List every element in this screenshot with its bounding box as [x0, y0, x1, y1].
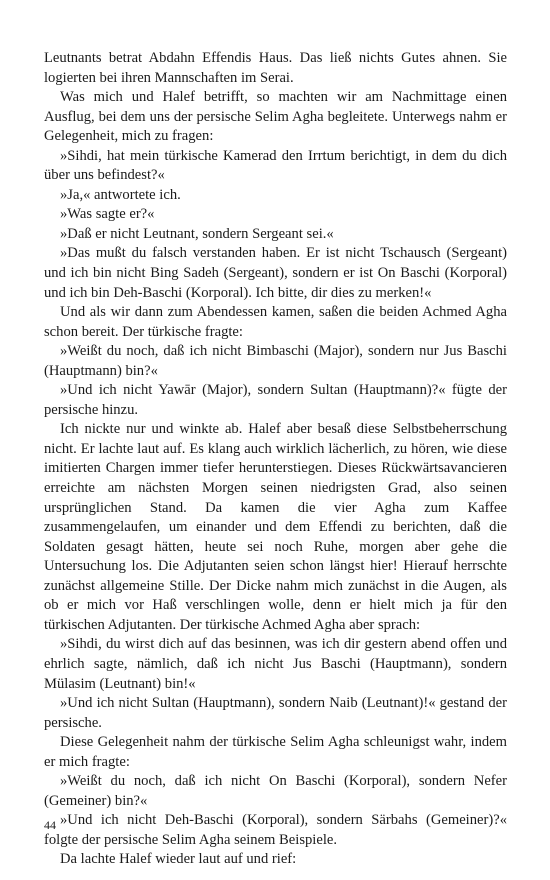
paragraph: Und als wir dann zum Abendessen kamen, saßen die beiden Achmed Agha schon bereit. Der türkische fragte: — [44, 304, 507, 340]
paragraph: »Sihdi, hat mein türkische Kamerad den Irrtum berichtigt, in dem du dich über uns befindest?« — [44, 147, 507, 184]
paragraph: Diese Gelegenheit nahm der türkische Selim Agha schleunigst wahr, indem er mich fragte: — [44, 734, 507, 770]
paragraph: »Weißt du noch, daß ich nicht On Baschi (Korporal), sondern Nefer (Gemeiner) bin?« — [44, 773, 507, 809]
paragraph: Leutnants betrat Abdahn Effendis Haus. Das ließ nichts Gutes ahnen. Sie logierten bei ihren Mannschaften im Serai. — [44, 50, 507, 86]
paragraph: »Ja,« antwortete ich. — [60, 186, 181, 203]
paragraph: Ich nickte nur und winkte ab. Halef aber besaß diese Selbstbeherrschung nicht. Er lachte laut auf. Es klang auch wirklich lächerlich, zu hören, wie diese imitierten Chargen immer tiefer herunterstiegen. Dieses Rückwärtsavancieren erreichte am nächsten Morgen seinen niedrigsten Grad, also seinen ursprünglichen Stand. Da kamen die vier Agha zum Kaffee zusammengelaufen, um einander und dem Effendi zu berichten, daß die Soldaten gesagt hätten, heute sei noch Ruhe, morgen aber gehe die Untersuchung los. Die Adjutanten seien schon längst hier! Hierauf herrschte zunächst allgemeine Stille. Der Dicke nahm mich zunächst in die Augen, als ob er mich vor Haß verschlingen wolle, denn er hielt mich ja für den türkischen Adjutanten. Der türkische Achmed Agha aber sprach: — [44, 421, 507, 633]
paragraph: »Weißt du noch, daß ich nicht Bimbaschi (Major), sondern nur Jus Baschi (Hauptmann) bin?« — [44, 343, 507, 379]
paragraph: »Sihdi, du wirst dich auf das besinnen, was ich dir gestern abend offen und ehrlich sagte, nämlich, daß ich nicht Jus Baschi (Hauptmann), sondern Mülasim (Leutnant) bin!« — [44, 636, 507, 692]
paragraph: Was mich und Halef betrifft, so machten wir am Nachmittage einen Ausflug, bei dem uns der persische Selim Agha begleitete. Unterwegs nahm er Gelegenheit, mich zu fragen: — [44, 89, 507, 145]
paragraph: »Und ich nicht Yawār (Major), sondern Sultan (Hauptmann)?« fügte der persische hinzu. — [44, 382, 507, 418]
paragraph: »Daß er nicht Leutnant, sondern Sergeant sei.« — [60, 225, 334, 242]
paragraph: »Und ich nicht Deh-Baschi (Korporal), sondern Särbahs (Gemeiner)?« folgte der persische Selim Agha seinem Beispiele. — [44, 812, 507, 848]
paragraph: »Das mußt du falsch verstanden haben. Er ist nicht Tschausch (Sergeant) und ich bin nicht Bing Sadeh (Sergeant), sondern er ist On Baschi (Korporal) und ich bin Deh-Baschi (Korporal). Ich bitte, dir dies zu merken!« — [44, 245, 507, 301]
page-number: 44 — [44, 818, 56, 832]
book-page-text — [44, 49, 507, 870]
paragraph: »Und ich nicht Sultan (Hauptmann), sondern Naib (Leutnant)!« gestand der persische. — [44, 695, 507, 731]
paragraph: »Was sagte er?« — [60, 206, 155, 223]
paragraph: Da lachte Halef wieder laut auf und rief: — [60, 851, 297, 868]
